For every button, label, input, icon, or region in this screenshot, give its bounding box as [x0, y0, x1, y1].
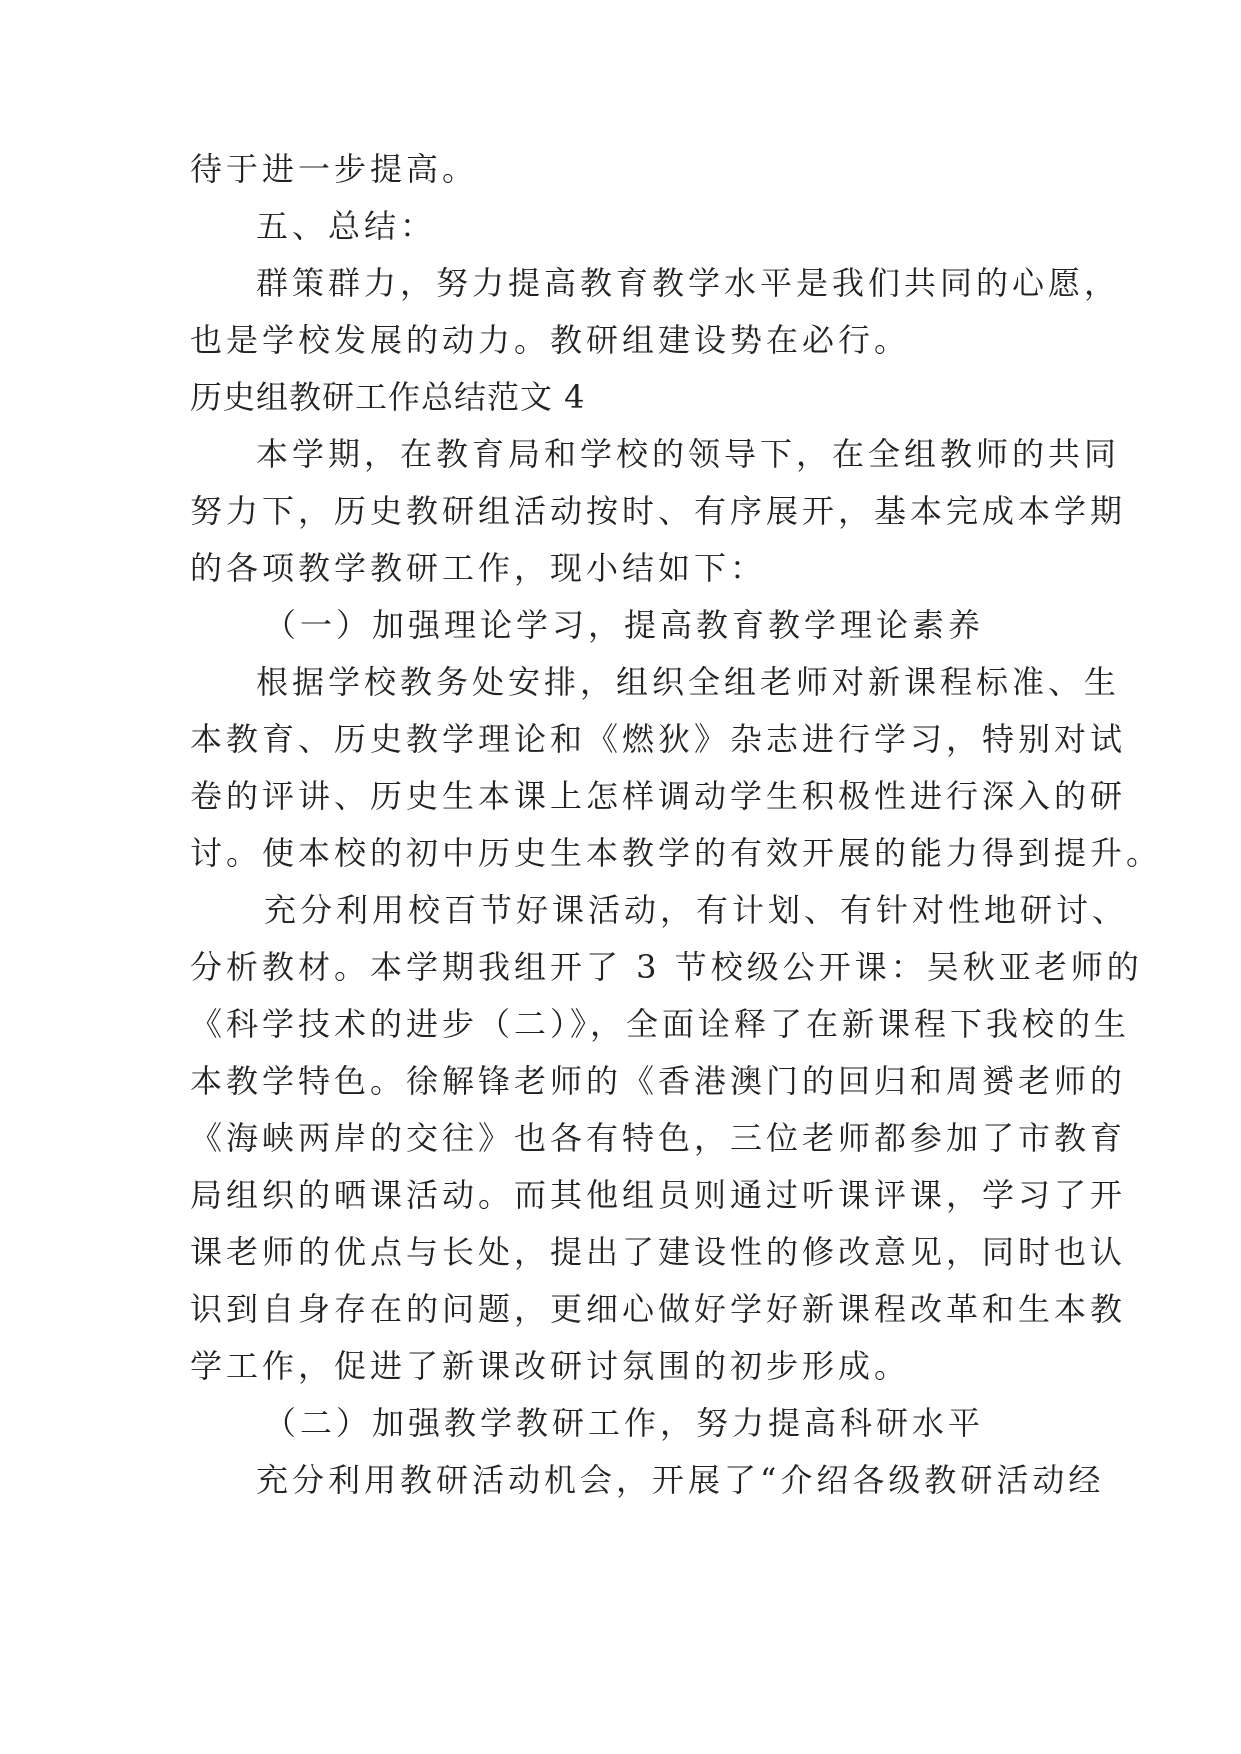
text-line: 群策群力，努力提高教育教学水平是我们共同的心愿，	[256, 264, 1121, 302]
text-line: 的各项教学教研工作，现小结如下：	[190, 549, 767, 587]
section-heading: （一）加强理论学习，提高教育教学理论素养	[264, 606, 985, 644]
text-line: 课老师的优点与长处，提出了建设性的修改意见，同时也认	[190, 1233, 1127, 1271]
text-line: 本教育、历史教学理论和《燃狄》杂志进行学习，特别对试	[190, 720, 1127, 758]
text-line: 充分利用校百节好课活动，有计划、有针对性地研讨、	[264, 891, 1129, 929]
text-line: 分析教材。本学期我组开了 3 节校级公开课：吴秋亚老师的	[190, 948, 1143, 986]
text-line: 识到自身存在的问题，更细心做好学好新课程改革和生本教	[190, 1290, 1127, 1328]
text-line: 学工作，促进了新课改研讨氛围的初步形成。	[190, 1347, 911, 1385]
text-line: 卷的评讲、历史生本课上怎样调动学生积极性进行深入的研	[190, 777, 1127, 815]
text-line: 《科学技术的进步（二）》，全面诠释了在新课程下我校的生	[190, 1005, 1131, 1043]
text-line: 《海峡两岸的交往》也各有特色，三位老师都参加了市教育	[190, 1119, 1127, 1157]
text-line: 局组织的晒课活动。而其他组员则通过听课评课，学习了开	[190, 1176, 1127, 1214]
text-line: 根据学校教务处安排，组织全组老师对新课程标准、生	[256, 663, 1121, 701]
text-line: 努力下，历史教研组活动按时、有序展开，基本完成本学期	[190, 492, 1127, 530]
section-heading: 五、总结：	[256, 207, 437, 245]
text-line: 本学期，在教育局和学校的领导下，在全组教师的共同	[256, 435, 1121, 473]
section-heading: （二）加强教学教研工作，努力提高科研水平	[264, 1404, 985, 1442]
text-line: 待于进一步提高。	[190, 150, 479, 188]
text-line: 讨。使本校的初中历史生本教学的有效开展的能力得到提升。	[190, 834, 1163, 872]
text-line: 也是学校发展的动力。教研组建设势在必行。	[190, 321, 911, 359]
text-line: 充分利用教研活动机会，开展了“介绍各级教研活动经	[256, 1461, 1105, 1499]
article-title: 历史组教研工作总结范文 4	[190, 378, 586, 416]
text-line: 本教学特色。徐解锋老师的《香港澳门的回归和周赟老师的	[190, 1062, 1127, 1100]
